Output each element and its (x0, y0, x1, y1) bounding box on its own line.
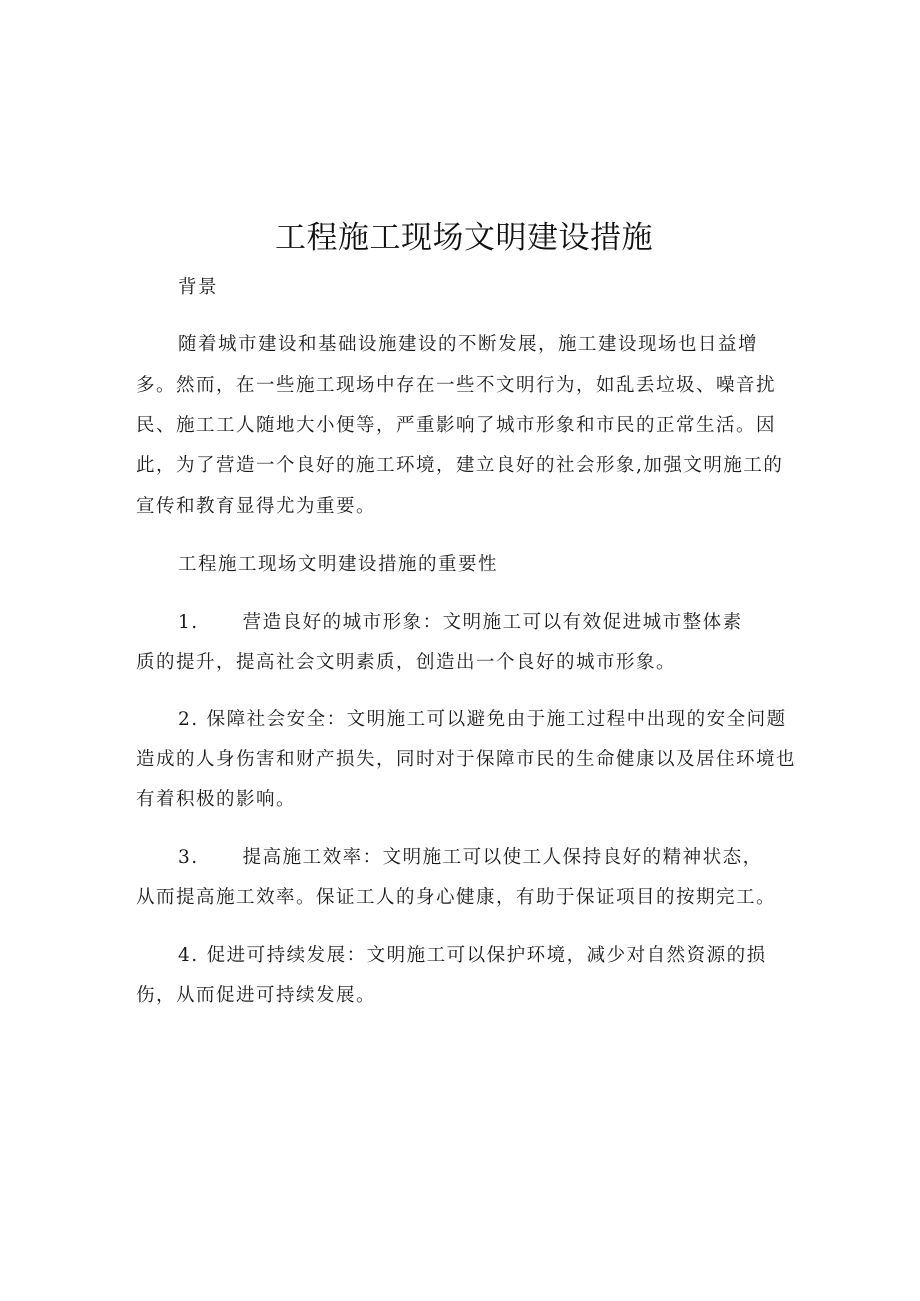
list-item-2-number: 2. (178, 709, 199, 730)
list-item-1-text-1: 营造良好的城市形象：文明施工可以有效促进城市整体素 (242, 612, 743, 633)
list-item-2-line-2: 造成的人身伤害和财产损失，同时对于保障市民的生命健康以及居住环境也 (136, 749, 797, 770)
list-item-4-line-2: 伤，从而促进可持续发展。 (136, 985, 377, 1006)
list-item-2-line-1 (178, 700, 842, 739)
list-item-3-number: 3. (178, 847, 199, 868)
list-item-1-line-2: 质的提升，提高社会文明素质，创造出一个良好的城市形象。 (136, 652, 677, 673)
importance-heading: 工程施工现场文明建设措施的重要性 (178, 554, 499, 575)
background-paragraph-line-5: 宣传和教育显得尤为重要。 (136, 496, 377, 517)
document-title: 工程施工现场文明建设措施 (275, 220, 653, 256)
background-paragraph-line-4: 此，为了营造一个良好的施工环境，建立良好的社会形象,加强文明施工的 (136, 455, 784, 476)
background-paragraph-line-3: 民、施工工人随地大小便等，严重影响了城市形象和市民的正常生活。因 (136, 415, 777, 436)
list-item-3-line-1 (178, 838, 842, 877)
background-paragraph-line-2: 多。然而，在一些施工现场中存在一些不文明行为，如乱丢垃圾、噪音扰 (136, 375, 777, 396)
list-item-3-text-1: 提高施工效率：文明施工可以使工人保持良好的精神状态， (242, 847, 763, 868)
list-item-1-line-1 (178, 603, 842, 642)
list-item-4-number: 4. (178, 945, 199, 966)
list-item-3-line-2: 从而提高施工效率。保证工人的身心健康，有助于保证项目的按期完工。 (136, 887, 777, 908)
list-item-4-text-1: 促进可持续发展：文明施工可以保护环境，减少对自然资源的损 (206, 945, 767, 966)
list-item-2-line-3: 有着积极的影响。 (136, 789, 297, 810)
background-heading: 背景 (178, 277, 219, 298)
list-item-2-text-1: 保障社会安全：文明施工可以避免由于施工过程中出现的安全问题 (206, 709, 787, 730)
list-item-1-number: 1. (178, 612, 199, 633)
background-paragraph-line-1: 随着城市建设和基础设施建设的不断发展，施工建设现场也日益增 (178, 334, 759, 355)
list-item-4-line-1 (178, 936, 842, 975)
